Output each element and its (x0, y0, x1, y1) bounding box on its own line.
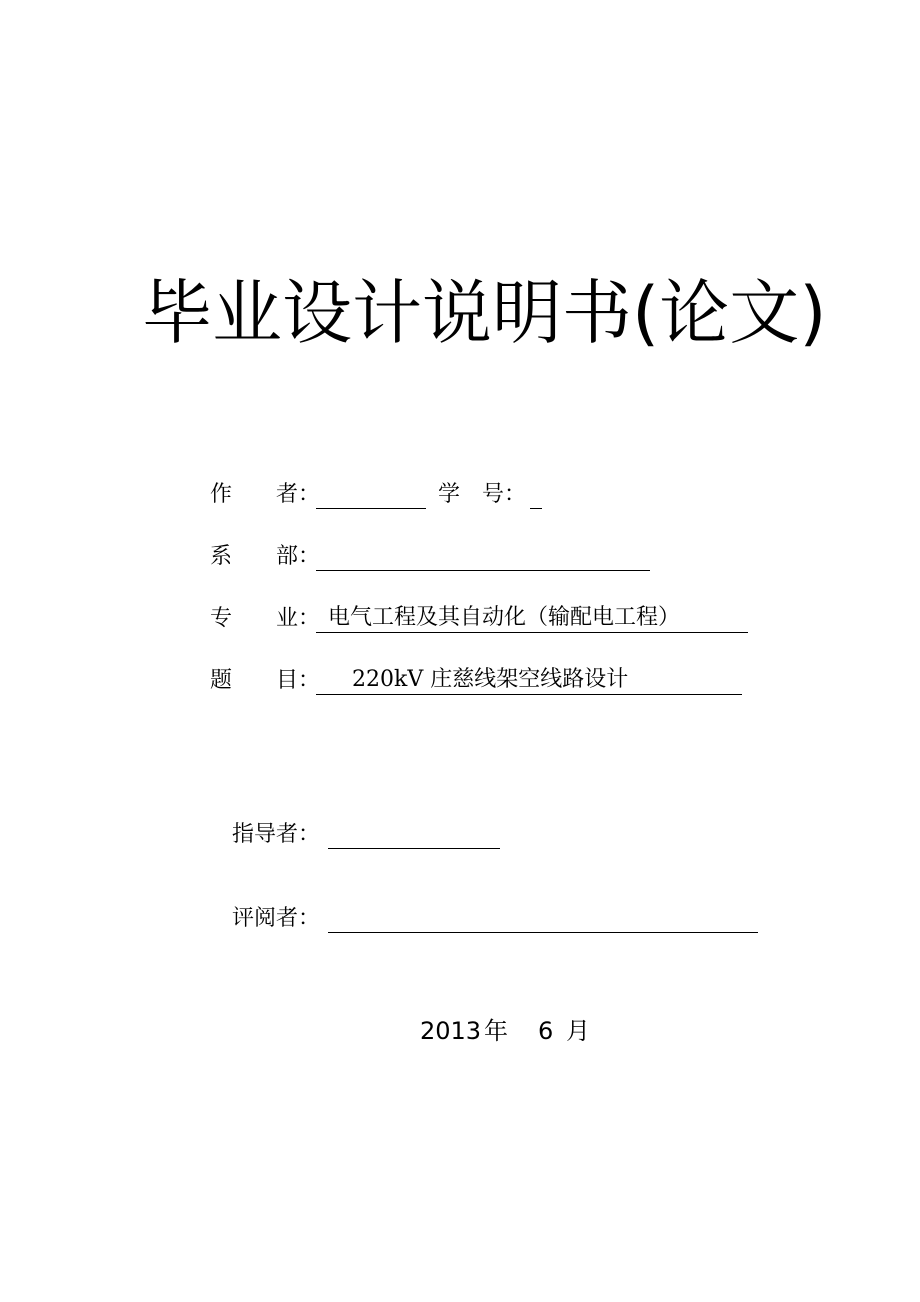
author-row (210, 478, 570, 512)
document-title: 毕业设计说明书(论文) (142, 272, 827, 354)
author-label: 作 者： (210, 482, 321, 507)
major-field[interactable] (316, 602, 748, 633)
advisor-label: 指导者： (232, 822, 321, 847)
date-year: 2013 (420, 1017, 482, 1045)
topic-value: 220kV 庄慈线架空线路设计 (352, 667, 629, 692)
major-value: 电气工程及其自动化（输配电工程） (328, 605, 681, 630)
department-label: 系 部： (210, 544, 321, 569)
major-label: 专 业： (210, 606, 321, 631)
major-row (210, 602, 770, 636)
department-field[interactable] (316, 540, 650, 571)
advisor-row (232, 818, 532, 852)
topic-label: 题 目： (210, 668, 321, 693)
date-line (420, 1012, 620, 1050)
department-row (210, 540, 660, 574)
topic-row (210, 664, 770, 698)
student-id-label: 学 号： (438, 482, 527, 507)
reviewer-row (232, 902, 792, 936)
advisor-field[interactable] (328, 818, 500, 849)
date-month-unit: 月 (566, 1017, 590, 1045)
student-id-field[interactable] (530, 478, 542, 509)
reviewer-label: 评阅者： (232, 906, 321, 931)
reviewer-field[interactable] (328, 902, 758, 933)
topic-field[interactable] (316, 664, 742, 695)
date-month: 6 (538, 1017, 554, 1045)
date-year-unit: 年 (484, 1017, 508, 1045)
author-field[interactable] (316, 478, 426, 509)
